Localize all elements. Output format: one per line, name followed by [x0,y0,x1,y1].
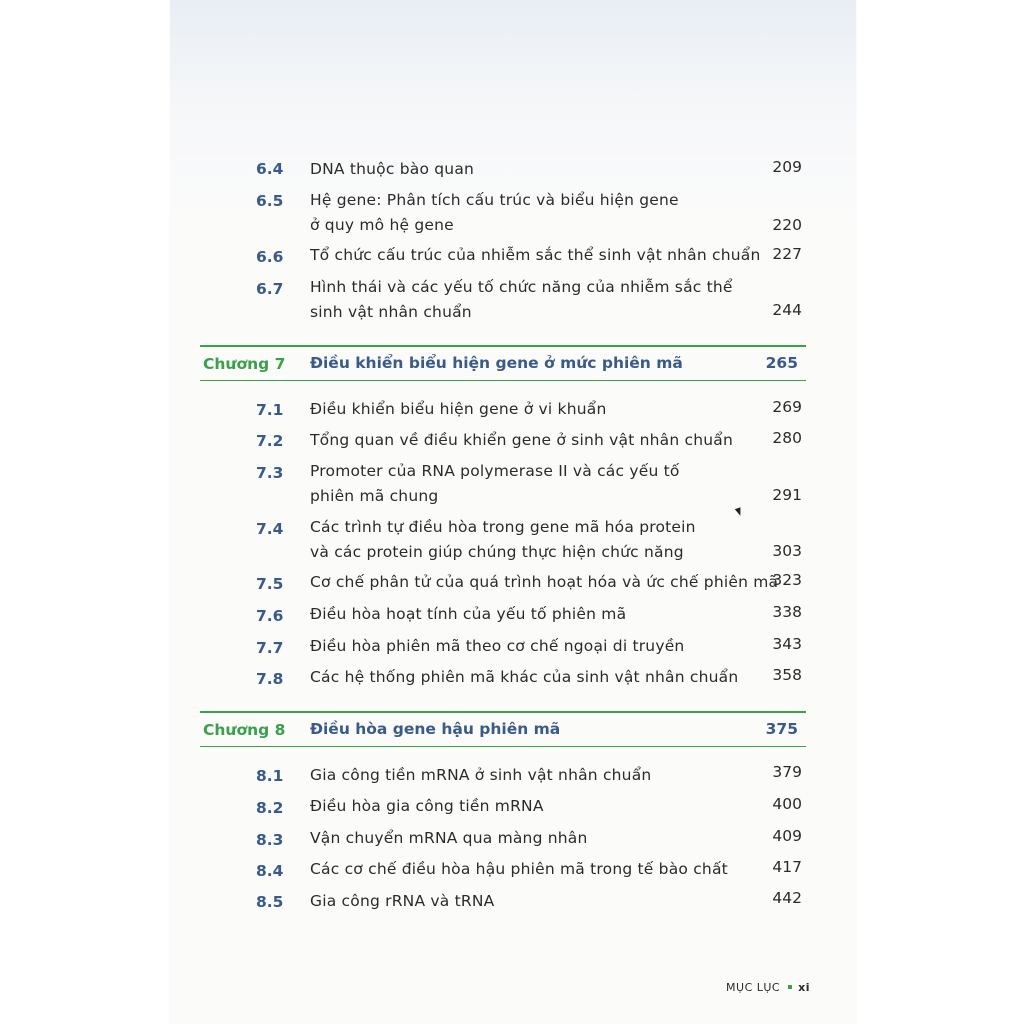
section-page: 442 [772,889,802,907]
section-title-line-1: Hình thái và các yếu tố chức năng của nhiễm sắc thể [310,278,733,296]
section-number: 7.2 [256,432,284,450]
table-of-contents [170,0,856,1024]
section-page: 400 [772,795,802,813]
section-number: 8.3 [256,831,284,849]
chapter-rule-bottom [200,380,806,381]
section-title-line-1: Hệ gene: Phân tích cấu trúc và biểu hiện gene [310,191,679,209]
section-title: Điều hòa gia công tiền mRNA [310,797,544,815]
section-number: 6.5 [256,192,284,210]
section-page: 244 [772,301,802,319]
section-number: 7.1 [256,401,284,419]
footer-bullet [788,985,792,989]
chapter-page: 265 [765,354,798,372]
section-title-line-2: ở quy mô hệ gene [310,216,454,234]
section-number: 8.4 [256,862,284,880]
section-number: 7.3 [256,464,284,482]
section-title: DNA thuộc bào quan [310,160,475,178]
section-number: 8.2 [256,799,284,817]
section-page: 343 [772,635,802,653]
section-title-line-1: Promoter của RNA polymerase II và các yếu tố [310,462,680,480]
section-number: 7.4 [256,520,284,538]
chapter-label: Chương 7 [203,355,286,373]
section-title: Điều khiển biểu hiện gene ở vi khuẩn [310,400,607,418]
section-page: 209 [772,158,802,176]
section-title: Tổng quan về điều khiển gene ở sinh vật nhân chuẩn [310,431,734,449]
section-page: 220 [772,216,802,234]
section-title: Điều hòa hoạt tính của yếu tố phiên mã [310,605,627,623]
section-title-line-1: Các trình tự điều hòa trong gene mã hóa protein [310,518,696,536]
section-page: 409 [772,827,802,845]
section-page: 358 [772,666,802,684]
section-title: Điều hòa phiên mã theo cơ chế ngoại di truyền [310,637,685,655]
page-footer [726,981,810,994]
section-page: 303 [772,542,802,560]
section-page: 280 [772,429,802,447]
section-page: 417 [772,858,802,876]
chapter-label: Chương 8 [203,721,286,739]
section-title: Vận chuyển mRNA qua màng nhân [310,829,588,847]
section-title: Tổ chức cấu trúc của nhiễm sắc thể sinh vật nhân chuẩn [310,246,761,264]
chapter-page: 375 [765,720,798,738]
footer-page-number: xi [798,981,810,994]
section-page: 227 [772,245,802,263]
section-page: 338 [772,603,802,621]
section-number: 6.6 [256,248,284,266]
chapter-rule-top [200,345,806,347]
chapter-title: Điều hòa gene hậu phiên mã [310,720,561,738]
chapter-rule-top [200,711,806,713]
section-number: 8.1 [256,767,284,785]
section-title: Các cơ chế điều hòa hậu phiên mã trong tế bào chất [310,860,728,878]
section-title: Gia công rRNA và tRNA [310,892,495,910]
section-page: 291 [772,486,802,504]
section-page: 379 [772,763,802,781]
section-number: 7.8 [256,670,284,688]
section-title-line-2: phiên mã chung [310,487,439,505]
section-number: 7.5 [256,575,284,593]
section-title: Gia công tiền mRNA ở sinh vật nhân chuẩn [310,766,652,784]
section-title: Các hệ thống phiên mã khác của sinh vật nhân chuẩn [310,668,739,686]
chapter-7-header [200,345,806,381]
section-number: 8.5 [256,893,284,911]
chapter-8-header [200,711,806,747]
section-title-line-2: và các protein giúp chúng thực hiện chức năng [310,543,684,561]
section-number: 6.4 [256,160,284,178]
footer-label: MỤC LỤC [726,981,781,994]
section-number: 6.7 [256,280,284,298]
chapter-title: Điều khiển biểu hiện gene ở mức phiên mã [310,354,683,372]
section-title: Cơ chế phân tử của quá trình hoạt hóa và ức chế phiên mã [310,573,779,591]
section-title-line-2: sinh vật nhân chuẩn [310,303,472,321]
book-page [170,0,856,1024]
section-page: 269 [772,398,802,416]
section-number: 7.6 [256,607,284,625]
section-number: 7.7 [256,639,284,657]
section-page: 323 [772,571,802,589]
chapter-rule-bottom [200,746,806,747]
